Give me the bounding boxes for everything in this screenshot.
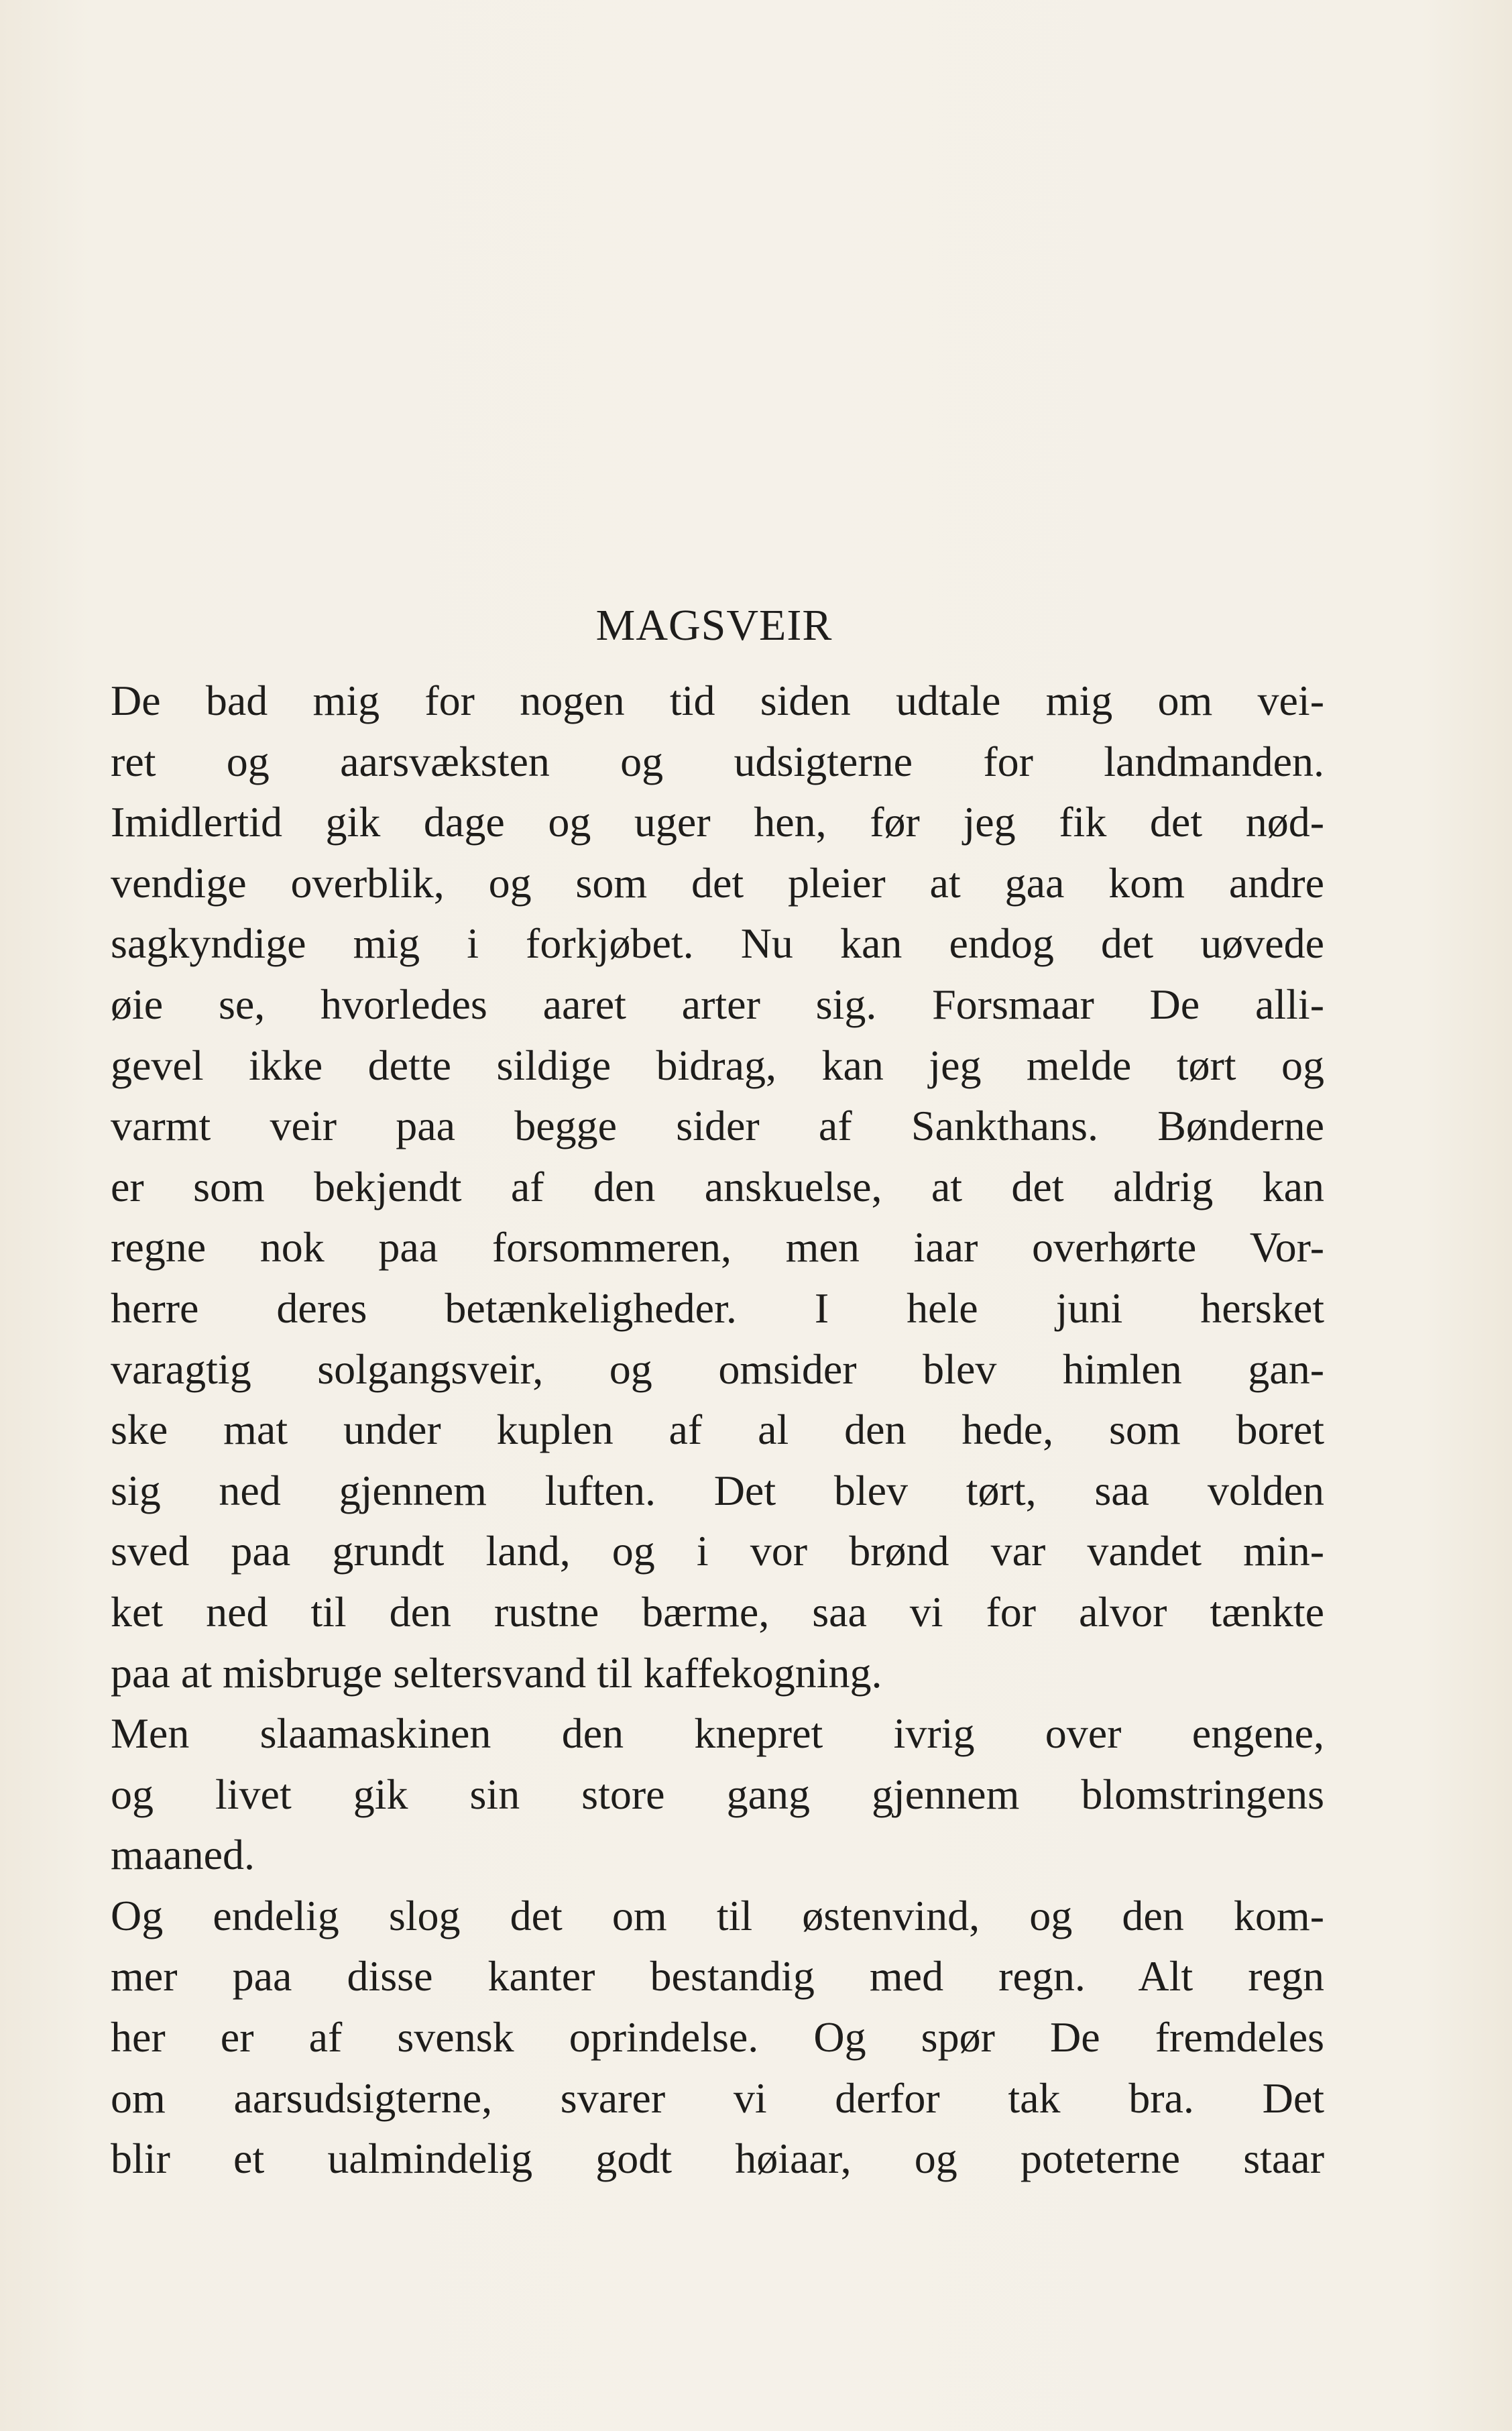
text-line: sig ned gjennem luften. Det blev tørt, saa volden xyxy=(111,1466,1324,1514)
body-text xyxy=(111,671,1324,2190)
text-line: øie se, hvorledes aaret arter sig. Forsmaar De alli- xyxy=(111,980,1324,1028)
text-line: sagkyndige mig i forkjøbet. Nu kan endog det uøvede xyxy=(111,919,1324,968)
text-line: ret og aarsvæksten og udsigterne for landmanden. xyxy=(111,737,1324,785)
text-line: maaned. xyxy=(111,1831,255,1879)
text-line: er som bekjendt af den anskuelse, at det aldrig kan xyxy=(111,1162,1324,1210)
text-line: Og endelig slog det om til østenvind, og den kom- xyxy=(111,1891,1324,1939)
text-line: mer paa disse kanter bestandig med regn. Alt regn xyxy=(111,1952,1324,2000)
text-line: og livet gik sin store gang gjennem blomstringens xyxy=(111,1770,1324,1818)
text-line: ket ned til den rustne bærme, saa vi for alvor tænkte xyxy=(111,1587,1324,1636)
text-line: herre deres betænkeligheder. I hele juni hersket xyxy=(111,1284,1324,1332)
text-line: varagtig solgangsveir, og omsider blev himlen gan- xyxy=(111,1345,1324,1393)
text-line: blir et ualmindelig godt høiaar, og poteterne staar xyxy=(111,2135,1324,2183)
text-line: regne nok paa forsommeren, men iaar overhørte Vor- xyxy=(111,1223,1324,1271)
text-line: vendige overblik, og som det pleier at gaa kom andre xyxy=(111,858,1324,907)
text-line: om aarsudsigterne, svarer vi derfor tak bra. Det xyxy=(111,2074,1324,2122)
text-line: gevel ikke dette sildige bidrag, kan jeg melde tørt og xyxy=(111,1041,1324,1089)
text-line: varmt veir paa begge sider af Sankthans. Bønderne xyxy=(111,1102,1324,1150)
text-line: Men slaamaskinen den knepret ivrig over engene, xyxy=(111,1709,1324,1758)
text-line: Imidlertid gik dage og uger hen, før jeg fik det nød- xyxy=(111,798,1324,846)
text-line: her er af svensk oprindelse. Og spør De fremdeles xyxy=(111,2013,1324,2061)
text-line: paa at misbruge seltersvand til kaffekogning. xyxy=(111,1648,882,1697)
text-line: De bad mig for nogen tid siden udtale mig om vei- xyxy=(111,677,1324,724)
chapter-title: MAGSVEIR xyxy=(595,601,833,650)
text-line: ske mat under kuplen af al den hede, som boret xyxy=(111,1406,1324,1454)
text-line: sved paa grundt land, og i vor brønd var vandet min- xyxy=(111,1527,1324,1575)
